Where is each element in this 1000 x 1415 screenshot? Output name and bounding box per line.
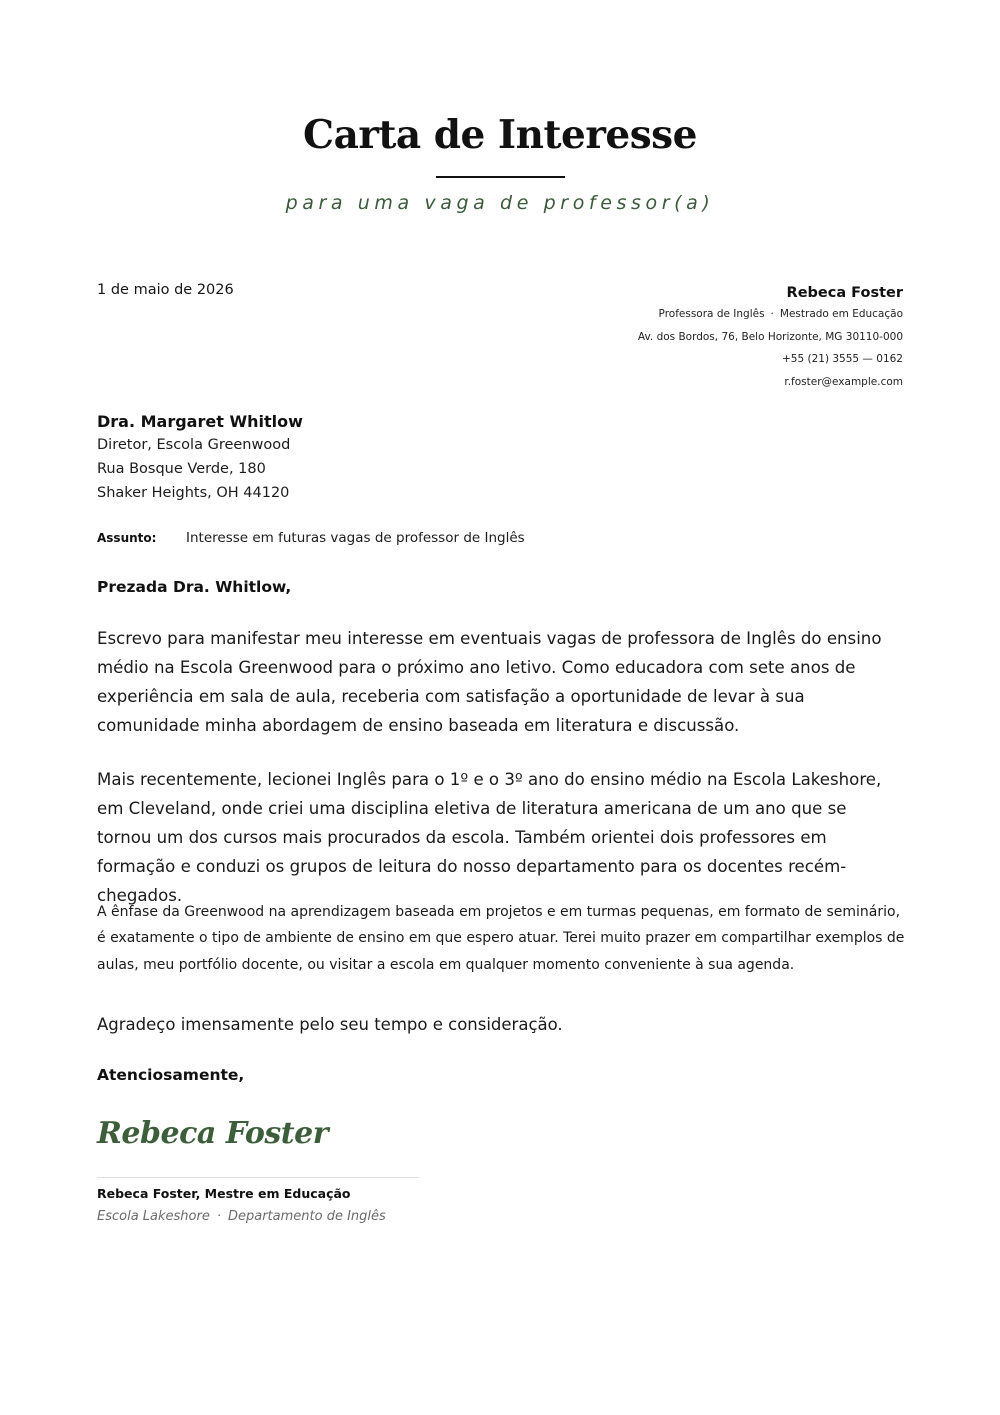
separator-dot: · — [216, 1209, 221, 1224]
recipient-name: Dra. Margaret Whitlow — [97, 412, 303, 431]
letter-date: 1 de maio de 2026 — [97, 282, 234, 298]
signature-divider — [97, 1177, 419, 1178]
salutation: Prezada Dra. Whitlow, — [97, 578, 292, 596]
sender-address: Av. dos Bordos, 76, Belo Horizonte, MG 30110-000 — [637, 330, 903, 343]
recipient-title: Diretor, Escola Greenwood — [97, 437, 291, 453]
separator-dot: · — [770, 308, 774, 320]
signature-full-name: Rebeca Foster, Mestre em Educação — [97, 1186, 351, 1201]
thanks-line: Agradeço imensamente pelo seu tempo e consideração. — [97, 1015, 563, 1034]
signature-department: Departamento de Inglês — [227, 1209, 386, 1224]
signature-school: Escola Lakeshore — [97, 1209, 210, 1224]
body-paragraph: Escrevo para manifestar meu interesse em eventuais vagas de professora de Inglês do ensino médio na Escola Greenwood para o próximo ano letivo. Como educadora com sete anos de experiência em sala de aula, receberia com satisfação a oportunidade de levar à sua comunidade minha abordagem de ensino baseada em literatura e discussão. — [97, 629, 882, 735]
sender-phone: +55 (21) 3555 — 0162 — [781, 353, 903, 365]
sender-credentials — [638, 303, 903, 326]
recipient-city: Shaker Heights, OH 44120 — [97, 485, 290, 501]
recipient-block — [97, 411, 303, 505]
sender-degree: Mestrado em Educação — [779, 308, 903, 320]
page-title: Carta de Interesse — [303, 112, 697, 158]
recipient-street: Rua Bosque Verde, 180 — [97, 461, 266, 477]
sender-email: r.foster@example.com — [784, 375, 903, 388]
sender-block — [638, 283, 903, 393]
sender-role: Professora de Inglês — [658, 308, 765, 320]
subject-text: Interesse em futuras vagas de professor de Inglês — [186, 530, 525, 546]
subject-line — [97, 530, 525, 546]
body-paragraph: A ênfase da Greenwood na aprendizagem baseada em projetos e em turmas pequenas, em formato de seminário, é exatamente o tipo de ambiente de ensino em que espero atuar. Terei muito prazer em compartilhar exemplos de aulas, meu portfólio docente, ou visitar a escola em qualquer momento conveniente à sua agenda. — [97, 904, 905, 973]
title-divider — [436, 176, 565, 178]
subject-label: Assunto: — [97, 531, 157, 545]
body-paragraph: Mais recentemente, lecionei Inglês para o 1º e o 3º ano do ensino médio na Escola Lakeshore, em Cleveland, onde criei uma disciplina eletiva de literatura americana de um ano que se tornou um dos cursos mais procurados da escola. Também orientei dois professores em formação e conduzi os grupos de leitura do nosso departamento para os docentes recém-chegados. — [97, 770, 882, 905]
closing-line: Atenciosamente, — [97, 1066, 245, 1084]
page-subtitle: para uma vaga de professor(a) — [285, 192, 715, 214]
signature-affiliation — [97, 1209, 386, 1224]
sender-name: Rebeca Foster — [786, 285, 903, 301]
signature-script: Rebeca Foster — [97, 1116, 329, 1151]
